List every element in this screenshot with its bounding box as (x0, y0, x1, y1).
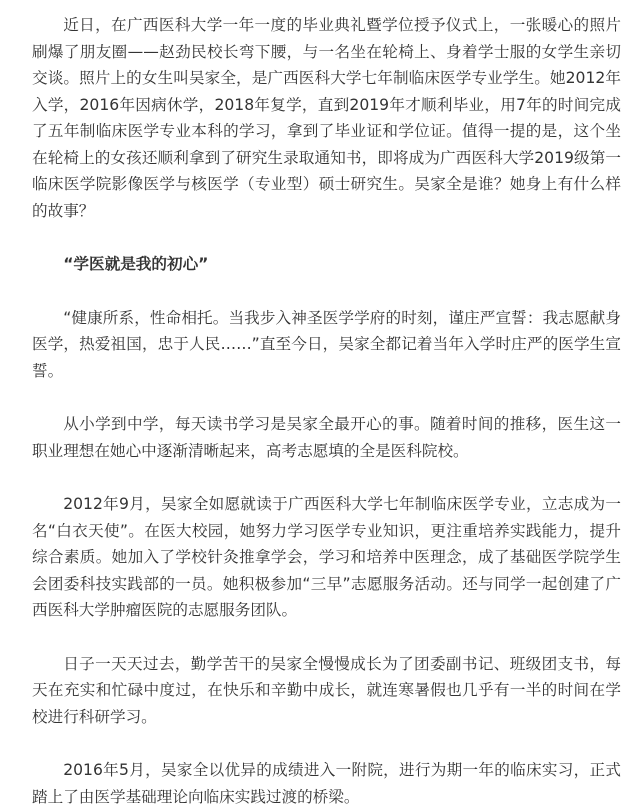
oath-paragraph: “健康所系，性命相托。当我步入神圣医学学府的时刻，谨庄严宣誓：我志愿献身医学，热爱祖国，忠于人民……”直至今日，吴家全都记着当年入学时庄严的医学生宣誓。 (32, 308, 621, 380)
intro-paragraph: 近日，在广西医科大学一年一度的毕业典礼暨学位授予仪式上，一张暖心的照片刷爆了朋友圈——赵劲民校长弯下腰，与一名坐在轮椅上、身着学士服的女学生亲切交谈。照片上的女生叫吴家全，是广西医科大学七年制临床医学专业学生。她2012年入学，2016年因病休学，2018年复学，直到2019年才顺利毕业，用7年的时间完成了五年制临床医学专业本科的学习，拿到了毕业证和学位证。值得一提的是，这个坐在轮椅上的女孩还顺利拿到了研究生录取通知书，即将成为广西医科大学2019级第一临床医学院影像医学与核医学（专业型）硕士研究生。吴家全是谁？她身上有什么样的故事？ (32, 16, 621, 220)
section-heading: “学医就是我的初心” (63, 255, 209, 273)
growth-paragraph: 日子一天天过去，勤学苦干的吴家全慢慢成长为了团委副书记、班级团支书，每天在充实和忙碌中度过，在快乐和辛勤中成长，就连寒暑假也几乎有一半的时间在学校进行科研学习。 (32, 654, 621, 726)
enrollment-paragraph: 2012年9月，吴家全如愿就读于广西医科大学七年制临床医学专业，立志成为一名“白衣天使”。在医大校园，她努力学习医学专业知识，更注重培养实践能力，提升综合素质。她加入了学校针灸推拿学会，学习和培养中医理念，成了基础医学院学生会团委科技实践部的一员。她积极参加“三早”志愿服务活动。还与同学一起创建了广西医科大学肿瘤医院的志愿服务团队。 (32, 495, 621, 619)
internship-paragraph: 2016年5月，吴家全以优异的成绩进入一附院，进行为期一年的临床实习，正式踏上了由医学基础理论向临床实践过渡的桥梁。 (32, 761, 621, 806)
childhood-paragraph: 从小学到中学，每天读书学习是吴家全最开心的事。随着时间的推移，医生这一职业理想在她心中逐渐清晰起来，高考志愿填的全是医科院校。 (32, 415, 621, 460)
